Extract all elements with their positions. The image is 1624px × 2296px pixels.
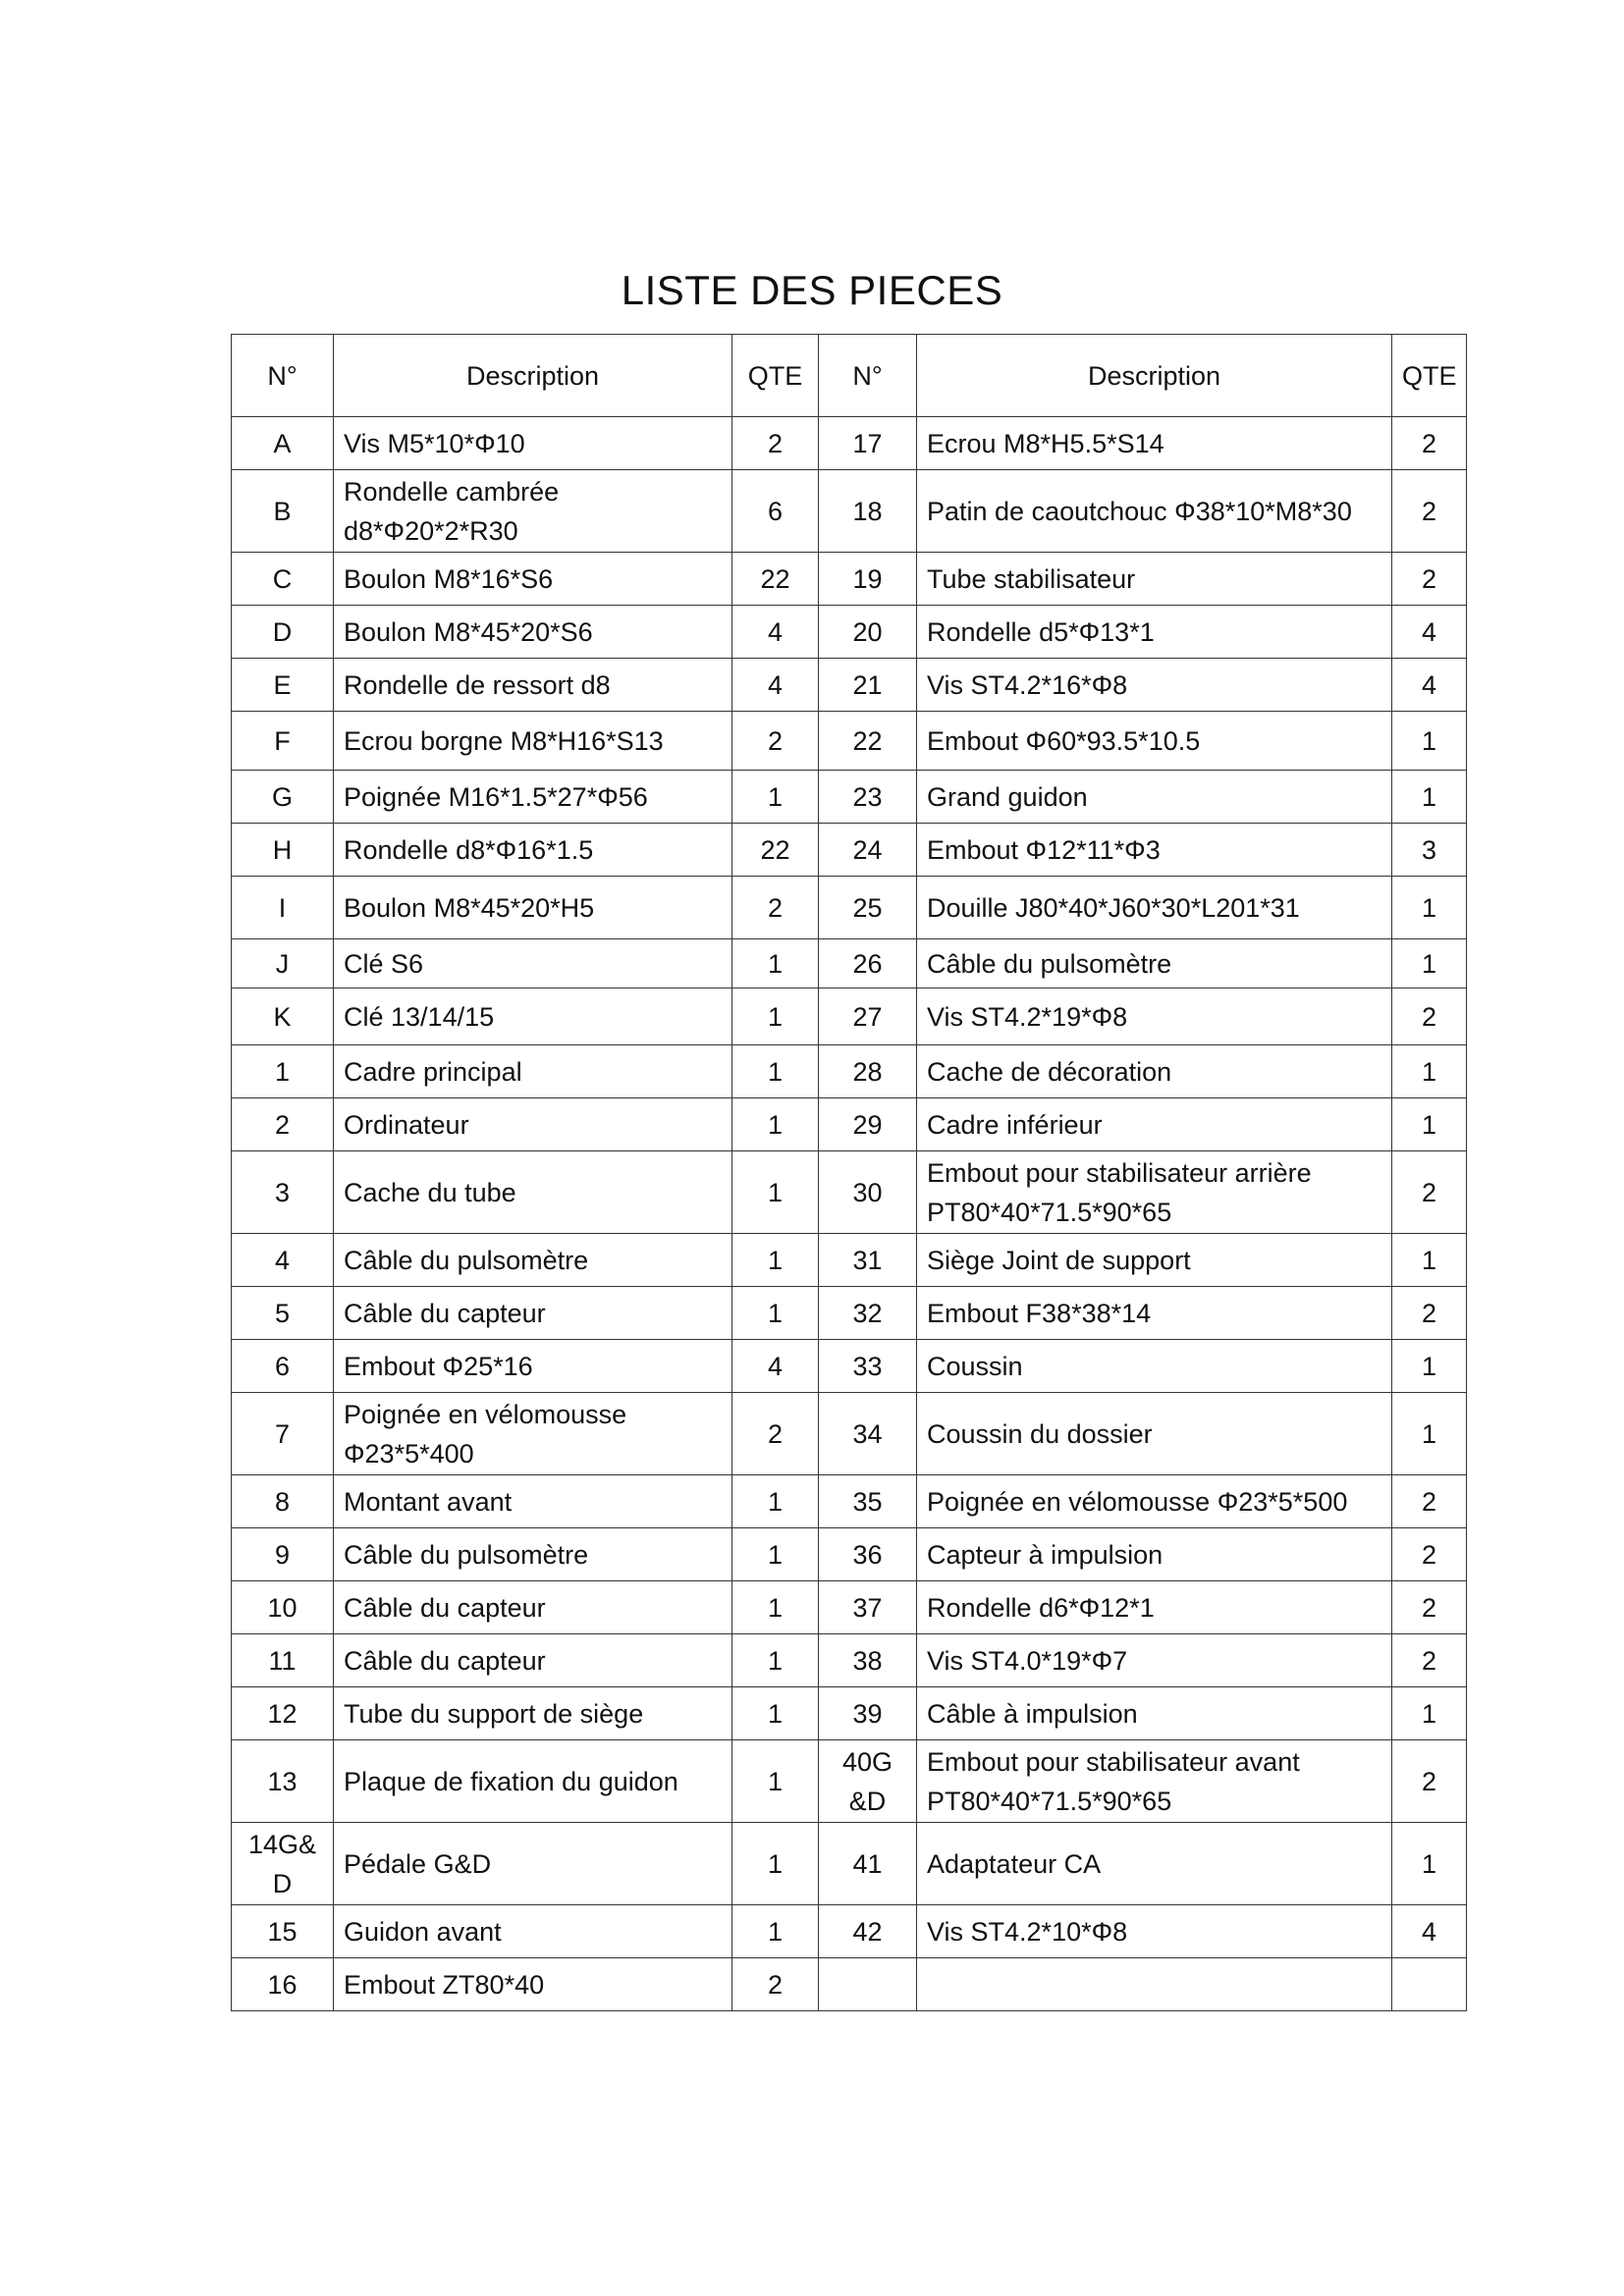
cell-right-num: 19	[819, 553, 917, 606]
table-row	[232, 939, 1467, 988]
cell-right-num: 24	[819, 824, 917, 877]
cell-right-qte: 1	[1392, 1393, 1467, 1475]
table-row	[232, 1098, 1467, 1151]
cell-left-num: 9	[232, 1528, 334, 1581]
cell-left-desc: Boulon M8*45*20*H5	[334, 877, 732, 939]
cell-right-desc: Ecrou M8*H5.5*S14	[917, 417, 1392, 470]
cell-right-num: 22	[819, 712, 917, 771]
cell-right-desc: Câble à impulsion	[917, 1687, 1392, 1740]
cell-left-qte: 4	[732, 606, 819, 659]
header-num-left: N°	[232, 335, 334, 417]
cell-right-num: 38	[819, 1634, 917, 1687]
cell-left-desc: Guidon avant	[334, 1905, 732, 1958]
cell-left-desc: Boulon M8*16*S6	[334, 553, 732, 606]
table-row	[232, 1581, 1467, 1634]
cell-right-desc: Vis ST4.2*16*Φ8	[917, 659, 1392, 712]
cell-right-num: 42	[819, 1905, 917, 1958]
cell-right-num: 18	[819, 470, 917, 553]
cell-right-desc: Coussin du dossier	[917, 1393, 1392, 1475]
cell-right-desc: Patin de caoutchouc Φ38*10*M8*30	[917, 470, 1392, 553]
table-row	[232, 1045, 1467, 1098]
cell-right-qte: 2	[1392, 1475, 1467, 1528]
cell-right-qte: 1	[1392, 771, 1467, 824]
cell-right-num: 31	[819, 1234, 917, 1287]
cell-right-qte: 3	[1392, 824, 1467, 877]
cell-right-desc: Cadre inférieur	[917, 1098, 1392, 1151]
cell-left-num: 15	[232, 1905, 334, 1958]
cell-right-qte: 1	[1392, 1340, 1467, 1393]
cell-left-desc: Pédale G&D	[334, 1823, 732, 1905]
table-row	[232, 1687, 1467, 1740]
cell-left-desc: Clé 13/14/15	[334, 988, 732, 1045]
cell-left-qte: 2	[732, 712, 819, 771]
cell-left-desc: Embout Φ25*16	[334, 1340, 732, 1393]
cell-right-qte: 2	[1392, 1528, 1467, 1581]
cell-left-num: 14G& D	[232, 1823, 334, 1905]
cell-left-num: 11	[232, 1634, 334, 1687]
cell-right-desc: Embout pour stabilisateur arrière PT80*40*71.5*90*65	[917, 1151, 1392, 1234]
table-row	[232, 1905, 1467, 1958]
table-header-row	[232, 335, 1467, 417]
cell-right-desc: Cache de décoration	[917, 1045, 1392, 1098]
cell-right-qte: 1	[1392, 939, 1467, 988]
cell-left-num: F	[232, 712, 334, 771]
table-row	[232, 877, 1467, 939]
cell-left-desc: Poignée M16*1.5*27*Φ56	[334, 771, 732, 824]
cell-right-desc: Adaptateur CA	[917, 1823, 1392, 1905]
cell-left-desc: Clé S6	[334, 939, 732, 988]
header-qte-left: QTE	[732, 335, 819, 417]
table-row	[232, 824, 1467, 877]
cell-right-qte: 2	[1392, 1151, 1467, 1234]
cell-right-qte: 4	[1392, 606, 1467, 659]
cell-left-qte: 6	[732, 470, 819, 553]
cell-right-desc	[917, 1958, 1392, 2011]
parts-table	[231, 334, 1467, 2011]
header-description-left: Description	[334, 335, 732, 417]
cell-left-num: B	[232, 470, 334, 553]
cell-left-desc: Boulon M8*45*20*S6	[334, 606, 732, 659]
cell-left-qte: 1	[732, 771, 819, 824]
table-row	[232, 1528, 1467, 1581]
cell-right-qte: 1	[1392, 1045, 1467, 1098]
table-row	[232, 1287, 1467, 1340]
cell-right-desc: Rondelle d6*Φ12*1	[917, 1581, 1392, 1634]
cell-right-num: 39	[819, 1687, 917, 1740]
cell-right-num: 33	[819, 1340, 917, 1393]
cell-left-num: 2	[232, 1098, 334, 1151]
cell-left-num: 7	[232, 1393, 334, 1475]
cell-left-num: 10	[232, 1581, 334, 1634]
cell-right-desc: Vis ST4.0*19*Φ7	[917, 1634, 1392, 1687]
parts-table-body	[232, 417, 1467, 2011]
cell-right-num: 21	[819, 659, 917, 712]
cell-left-qte: 1	[732, 1740, 819, 1823]
cell-right-desc: Capteur à impulsion	[917, 1528, 1392, 1581]
cell-left-qte: 22	[732, 553, 819, 606]
cell-left-desc: Rondelle cambrée d8*Φ20*2*R30	[334, 470, 732, 553]
table-row	[232, 1340, 1467, 1393]
cell-left-num: I	[232, 877, 334, 939]
cell-left-num: 4	[232, 1234, 334, 1287]
cell-right-num	[819, 1958, 917, 2011]
cell-right-qte: 4	[1392, 659, 1467, 712]
cell-left-desc: Poignée en vélomousse Φ23*5*400	[334, 1393, 732, 1475]
cell-right-desc: Embout pour stabilisateur avant PT80*40*71.5*90*65	[917, 1740, 1392, 1823]
cell-right-qte: 1	[1392, 712, 1467, 771]
cell-right-num: 35	[819, 1475, 917, 1528]
header-num-right: N°	[819, 335, 917, 417]
cell-right-desc: Tube stabilisateur	[917, 553, 1392, 606]
cell-right-desc: Vis ST4.2*10*Φ8	[917, 1905, 1392, 1958]
cell-left-num: E	[232, 659, 334, 712]
cell-left-qte: 1	[732, 1634, 819, 1687]
table-row	[232, 417, 1467, 470]
cell-right-desc: Coussin	[917, 1340, 1392, 1393]
cell-left-desc: Rondelle d8*Φ16*1.5	[334, 824, 732, 877]
cell-right-desc: Douille J80*40*J60*30*L201*31	[917, 877, 1392, 939]
table-row	[232, 1740, 1467, 1823]
cell-right-num: 20	[819, 606, 917, 659]
cell-left-qte: 2	[732, 1393, 819, 1475]
cell-right-qte: 1	[1392, 1823, 1467, 1905]
cell-left-desc: Ecrou borgne M8*H16*S13	[334, 712, 732, 771]
cell-left-qte: 1	[732, 1098, 819, 1151]
cell-right-qte: 2	[1392, 1581, 1467, 1634]
cell-right-num: 32	[819, 1287, 917, 1340]
cell-right-desc: Câble du pulsomètre	[917, 939, 1392, 988]
cell-left-qte: 22	[732, 824, 819, 877]
cell-left-qte: 1	[732, 1528, 819, 1581]
cell-right-qte: 2	[1392, 1287, 1467, 1340]
cell-left-qte: 1	[732, 1475, 819, 1528]
cell-left-qte: 1	[732, 1687, 819, 1740]
cell-left-desc: Câble du pulsomètre	[334, 1528, 732, 1581]
cell-right-num: 23	[819, 771, 917, 824]
cell-left-num: 5	[232, 1287, 334, 1340]
cell-right-qte: 1	[1392, 877, 1467, 939]
cell-left-num: 16	[232, 1958, 334, 2011]
cell-left-desc: Cache du tube	[334, 1151, 732, 1234]
cell-right-desc: Vis ST4.2*19*Φ8	[917, 988, 1392, 1045]
table-row	[232, 553, 1467, 606]
cell-right-desc: Poignée en vélomousse Φ23*5*500	[917, 1475, 1392, 1528]
table-row	[232, 988, 1467, 1045]
cell-right-qte: 1	[1392, 1098, 1467, 1151]
cell-right-qte: 2	[1392, 417, 1467, 470]
cell-right-desc: Rondelle d5*Φ13*1	[917, 606, 1392, 659]
cell-left-qte: 1	[732, 939, 819, 988]
cell-right-num: 37	[819, 1581, 917, 1634]
cell-left-qte: 2	[732, 417, 819, 470]
cell-right-num: 34	[819, 1393, 917, 1475]
cell-left-num: A	[232, 417, 334, 470]
cell-left-num: 12	[232, 1687, 334, 1740]
cell-right-qte: 2	[1392, 1740, 1467, 1823]
cell-right-num: 41	[819, 1823, 917, 1905]
cell-right-qte: 2	[1392, 553, 1467, 606]
cell-left-num: K	[232, 988, 334, 1045]
cell-left-qte: 2	[732, 1958, 819, 2011]
cell-left-desc: Câble du pulsomètre	[334, 1234, 732, 1287]
cell-right-num: 28	[819, 1045, 917, 1098]
table-row	[232, 659, 1467, 712]
cell-left-qte: 1	[732, 1581, 819, 1634]
cell-left-qte: 2	[732, 877, 819, 939]
cell-right-num: 29	[819, 1098, 917, 1151]
table-row	[232, 470, 1467, 553]
cell-right-desc: Siège Joint de support	[917, 1234, 1392, 1287]
cell-left-desc: Tube du support de siège	[334, 1687, 732, 1740]
table-row	[232, 1393, 1467, 1475]
cell-left-qte: 1	[732, 1045, 819, 1098]
table-row	[232, 1958, 1467, 2011]
page-title: LISTE DES PIECES	[621, 267, 1003, 313]
cell-left-num: H	[232, 824, 334, 877]
cell-left-qte: 1	[732, 988, 819, 1045]
cell-right-qte: 2	[1392, 1634, 1467, 1687]
table-row	[232, 1634, 1467, 1687]
cell-left-num: 13	[232, 1740, 334, 1823]
cell-left-qte: 4	[732, 1340, 819, 1393]
table-row	[232, 712, 1467, 771]
cell-left-desc: Câble du capteur	[334, 1634, 732, 1687]
cell-left-desc: Plaque de fixation du guidon	[334, 1740, 732, 1823]
table-row	[232, 1234, 1467, 1287]
cell-left-desc: Ordinateur	[334, 1098, 732, 1151]
cell-left-qte: 1	[732, 1905, 819, 1958]
cell-left-qte: 1	[732, 1151, 819, 1234]
cell-left-desc: Rondelle de ressort d8	[334, 659, 732, 712]
cell-right-desc: Grand guidon	[917, 771, 1392, 824]
table-row	[232, 1475, 1467, 1528]
cell-right-desc: Embout F38*38*14	[917, 1287, 1392, 1340]
cell-left-num: 6	[232, 1340, 334, 1393]
cell-right-num: 30	[819, 1151, 917, 1234]
cell-left-qte: 1	[732, 1823, 819, 1905]
cell-right-qte: 1	[1392, 1234, 1467, 1287]
table-row	[232, 606, 1467, 659]
cell-right-num: 17	[819, 417, 917, 470]
cell-left-num: J	[232, 939, 334, 988]
cell-left-num: 1	[232, 1045, 334, 1098]
cell-right-qte: 1	[1392, 1687, 1467, 1740]
cell-left-qte: 4	[732, 659, 819, 712]
cell-right-qte: 4	[1392, 1905, 1467, 1958]
cell-right-qte: 2	[1392, 988, 1467, 1045]
cell-left-num: G	[232, 771, 334, 824]
cell-right-num: 36	[819, 1528, 917, 1581]
cell-left-desc: Câble du capteur	[334, 1581, 732, 1634]
cell-left-qte: 1	[732, 1287, 819, 1340]
cell-left-num: D	[232, 606, 334, 659]
table-row	[232, 771, 1467, 824]
cell-left-desc: Cadre principal	[334, 1045, 732, 1098]
cell-left-desc: Vis M5*10*Φ10	[334, 417, 732, 470]
cell-right-num: 25	[819, 877, 917, 939]
cell-right-num: 40G &D	[819, 1740, 917, 1823]
cell-right-qte: 2	[1392, 470, 1467, 553]
header-qte-right: QTE	[1392, 335, 1467, 417]
header-description-right: Description	[917, 335, 1392, 417]
cell-right-desc: Embout Φ12*11*Φ3	[917, 824, 1392, 877]
cell-left-desc: Montant avant	[334, 1475, 732, 1528]
cell-left-num: 8	[232, 1475, 334, 1528]
table-row	[232, 1823, 1467, 1905]
cell-left-qte: 1	[732, 1234, 819, 1287]
cell-right-num: 26	[819, 939, 917, 988]
cell-right-qte	[1392, 1958, 1467, 2011]
cell-right-desc: Embout Φ60*93.5*10.5	[917, 712, 1392, 771]
cell-left-num: C	[232, 553, 334, 606]
cell-right-num: 27	[819, 988, 917, 1045]
cell-left-desc: Câble du capteur	[334, 1287, 732, 1340]
cell-left-desc: Embout ZT80*40	[334, 1958, 732, 2011]
cell-left-num: 3	[232, 1151, 334, 1234]
table-row	[232, 1151, 1467, 1234]
